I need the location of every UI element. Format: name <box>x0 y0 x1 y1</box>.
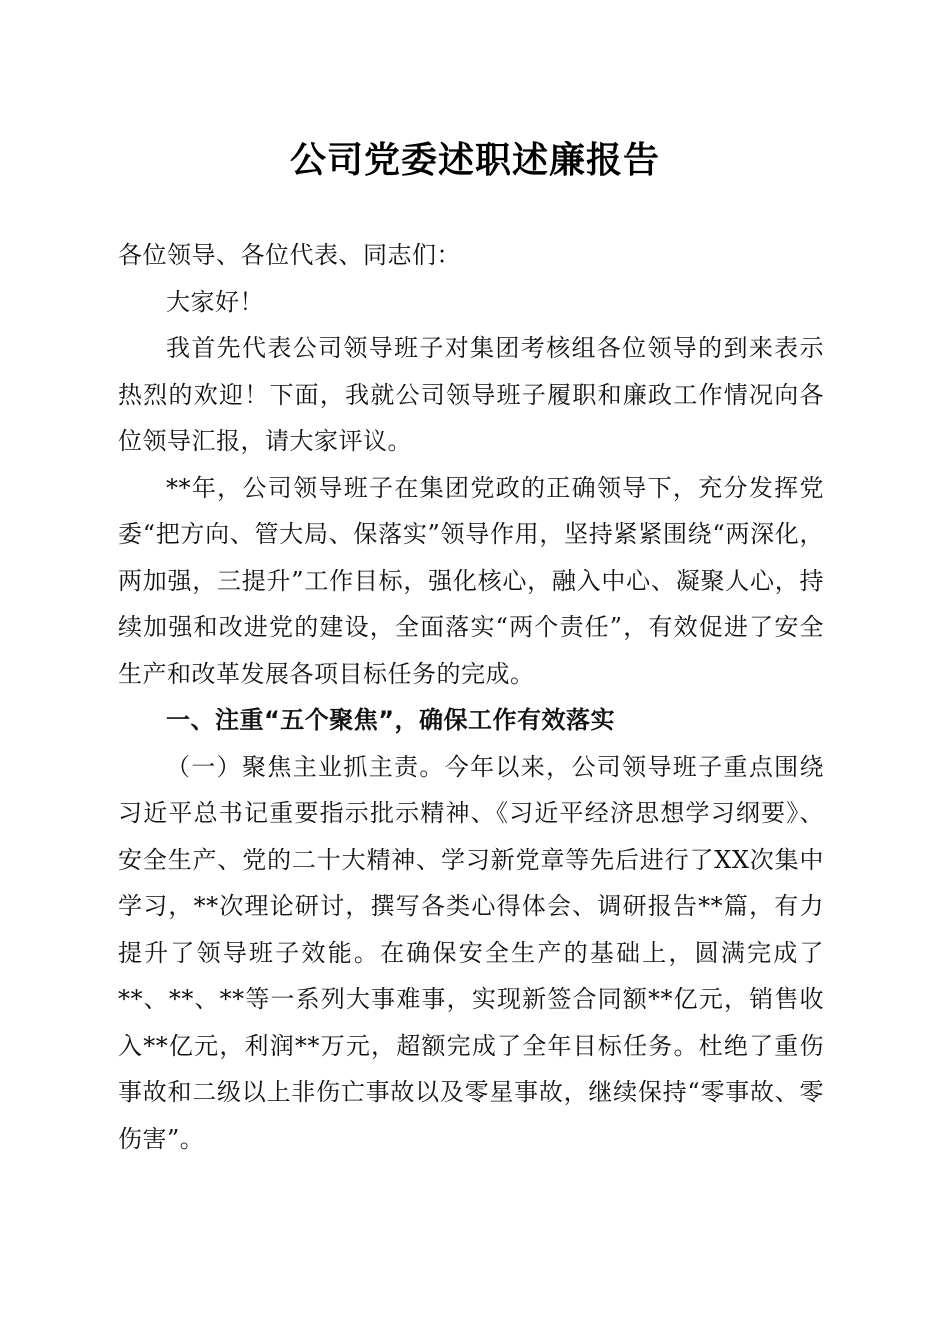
summary-paragraph: **年，公司领导班子在集团党政的正确领导下，充分发挥党委“把方向、管大局、保落实”领导作用，坚持紧紧围绕“两深化，两加强，三提升”工作目标，强化核心，融入中心、凝聚人心，持续加强和改进党的建设，全面落实“两个责任”，有效促进了安全生产和改革发展各项目标任务的完成。 <box>118 473 824 688</box>
subsection-paragraph <box>118 744 824 1163</box>
section-heading: 一、注重“五个聚焦”，确保工作有效落实 <box>166 706 616 734</box>
greeting: 大家好！ <box>166 287 264 316</box>
document-title: 公司党委述职述廉报告 <box>289 139 660 181</box>
subsection-text: 今年以来，公司领导班子重点围绕习近平总书记重要指示批示精神、《习近平经济思想学习纲要》、安全生产、党的二十大精神、学习新党章等先后进行了XX次集中学习，**次理论研讨，撰写各类心得体会、调研报告**篇，有力提升了领导班子效能。在确保安全生产的基础上，圆满完成了**、**、**等一系列大事难事，实现新签合同额**亿元，销售收入**亿元，利润**万元，超额完成了全年目标任务。杜绝了重伤事故和二级以上非伤亡事故以及零星事故，继续保持“零事故、零伤害”。 <box>118 752 825 1153</box>
document-body <box>118 232 824 1162</box>
salutation: 各位领导、各位代表、同志们： <box>118 241 461 269</box>
subsection-label: （一）聚焦主业抓主责。 <box>166 752 445 781</box>
intro-paragraph: 我首先代表公司领导班子对集团考核组各位领导的到来表示热烈的欢迎！下面，我就公司领导班子履职和廉政工作情况向各位领导汇报，请大家评议。 <box>118 334 824 455</box>
